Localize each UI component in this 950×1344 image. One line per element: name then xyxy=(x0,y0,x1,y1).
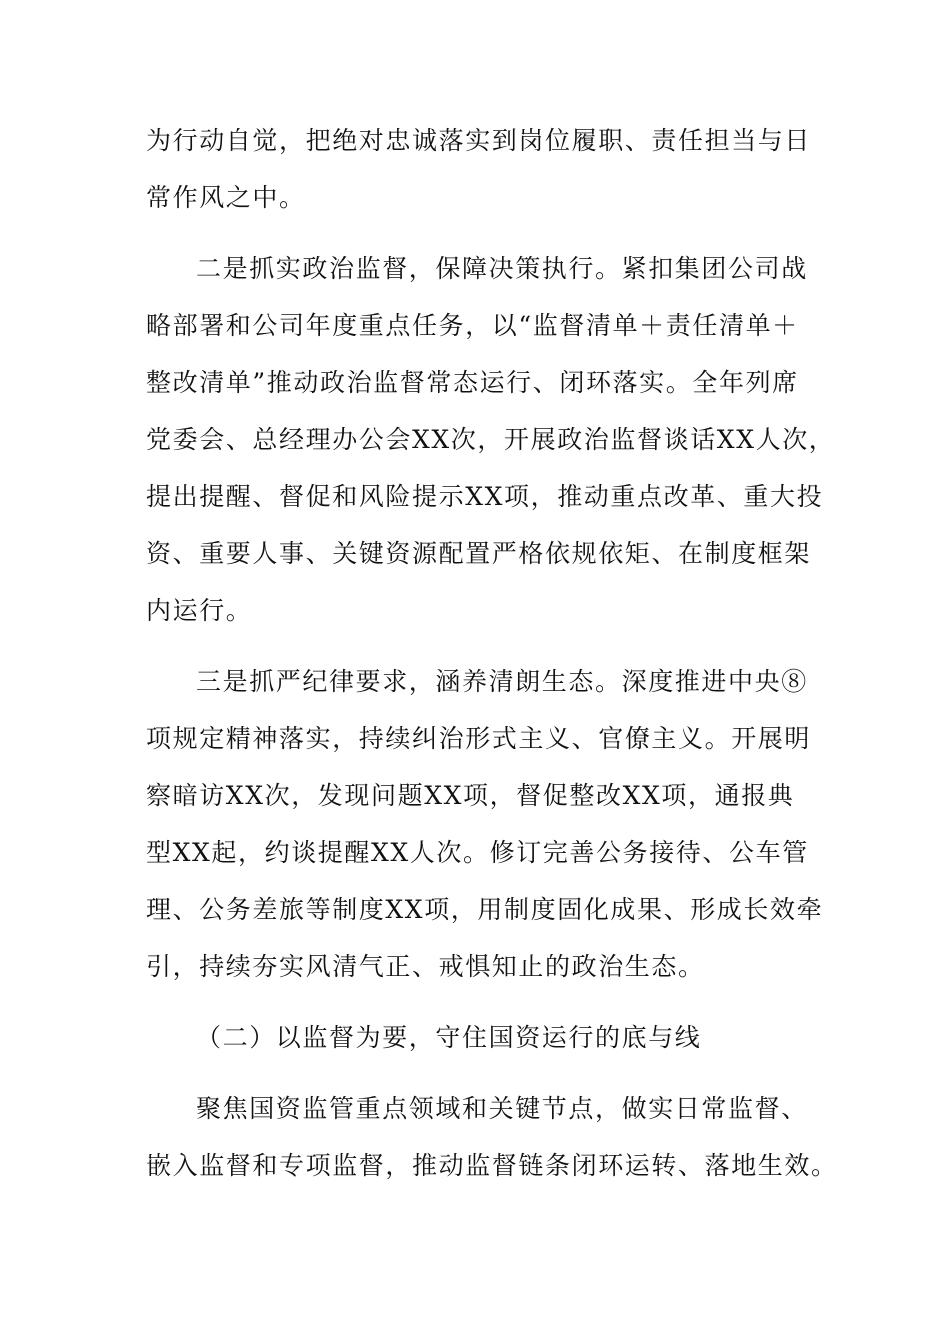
text-line-1: 为行动自觉，把绝对忠诚落实到岗位履职、责任担当与日 xyxy=(146,126,812,155)
paragraph-3-line-3: 察暗访XX次，发现问题XX项，督促整改XX项，通报典 xyxy=(146,781,795,810)
paragraph-2-line-7: 内运行。 xyxy=(146,596,253,625)
section-heading: （二）以监督为要，守住国资运行的底与线 xyxy=(196,1023,702,1052)
paragraph-2-line-5: 提出提醒、督促和风险提示XX项，推动重点改革、重大投 xyxy=(146,482,824,511)
paragraph-3-line-4: 型XX起，约谈提醒XX人次。修订完善公务接待、公车管 xyxy=(146,838,809,867)
paragraph-2-line-3: 整改清单”推动政治监督常态运行、闭环落实。全年列席 xyxy=(146,368,799,397)
paragraph-2-line-2: 略部署和公司年度重点任务，以“监督清单＋责任清单＋ xyxy=(146,311,799,340)
paragraph-2-line-1: 二是抓实政治监督，保障决策执行。紧扣集团公司战 xyxy=(196,254,808,283)
text-line-2: 常作风之中。 xyxy=(146,183,306,212)
paragraph-4-line-1: 聚焦国资监管重点领域和关键节点，做实日常监督、 xyxy=(196,1094,808,1123)
paragraph-2-line-4: 党委会、总经理办公会XX次，开展政治监督谈话XX人次， xyxy=(146,425,836,454)
paragraph-3-line-2: 项规定精神落实，持续纠治形式主义、官僚主义。开展明 xyxy=(146,724,812,753)
paragraph-3-line-6: 引，持续夯实风清气正、戒惧知止的政治生态。 xyxy=(146,952,705,981)
paragraph-3-line-1: 三是抓严纪律要求，涵养清朗生态。深度推进中央⑧ xyxy=(196,667,808,696)
paragraph-2-line-6: 资、重要人事、关键资源配置严格依规依矩、在制度框架 xyxy=(146,539,812,568)
paragraph-4-line-2: 嵌入监督和专项监督，推动监督链条闭环运转、落地生效。 xyxy=(146,1151,838,1180)
paragraph-3-line-5: 理、公务差旅等制度XX项，用制度固化成果、形成长效牵 xyxy=(146,895,824,924)
